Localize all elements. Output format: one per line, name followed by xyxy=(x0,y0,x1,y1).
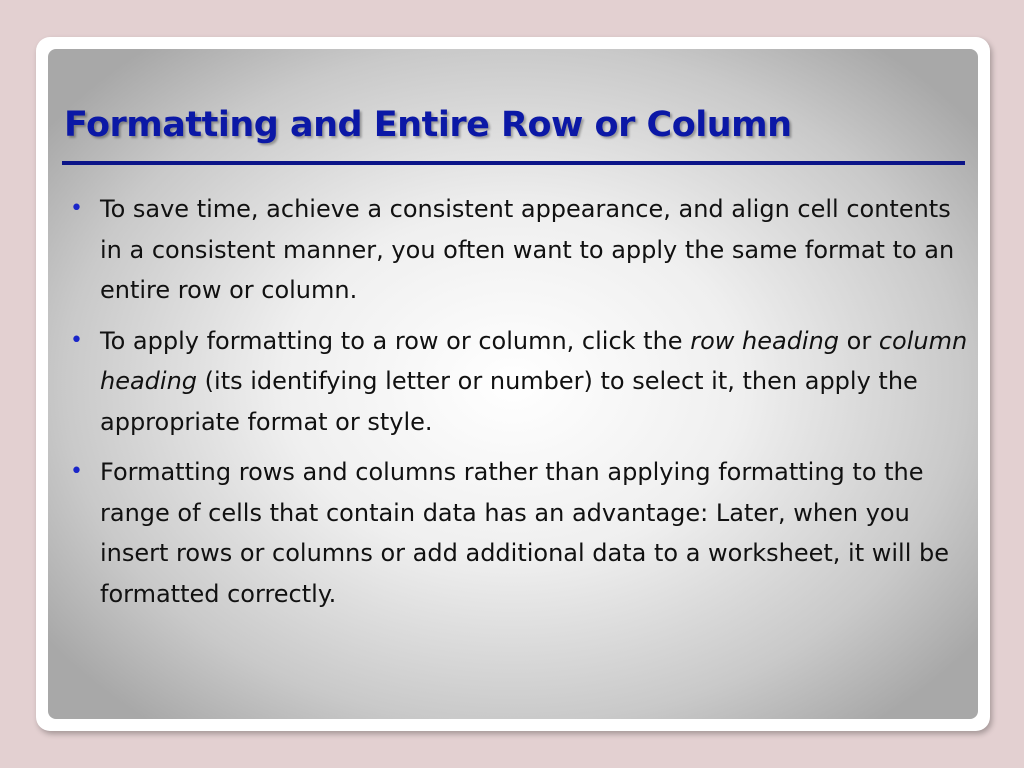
bullet-icon: • xyxy=(70,459,83,484)
slide-title: Formatting and Entire Row or Column xyxy=(64,105,792,145)
bullet-list xyxy=(70,189,970,624)
slide xyxy=(48,49,978,719)
bullet-text-segment: (its identifying letter or number) to select it, then apply the appropriate format or style. xyxy=(100,367,918,436)
bullet-item xyxy=(70,189,970,311)
bullet-text: Formatting rows and columns rather than applying formatting to the range of cells that contain data has an advantage: Later, when you insert rows or columns or add additional data to a worksheet, it will be formatted correctly. xyxy=(100,458,950,608)
emphasis-row-heading: row heading xyxy=(690,326,840,355)
slide-frame xyxy=(36,37,990,731)
title-underline xyxy=(62,161,965,165)
bullet-item xyxy=(70,321,970,443)
emphasis-column-heading: column heading xyxy=(100,326,968,395)
bullet-text-segment: To apply formatting to a row or column, click the xyxy=(100,326,691,355)
bullet-text: To save time, achieve a consistent appearance, and align cell contents in a consistent manner, you often want to apply the same format to an entire row or column. xyxy=(100,195,955,304)
bullet-text-segment: or xyxy=(839,326,879,355)
bullet-item xyxy=(70,452,970,614)
bullet-icon: • xyxy=(70,196,83,221)
bullet-icon: • xyxy=(70,327,83,353)
bullet-text xyxy=(100,327,967,436)
